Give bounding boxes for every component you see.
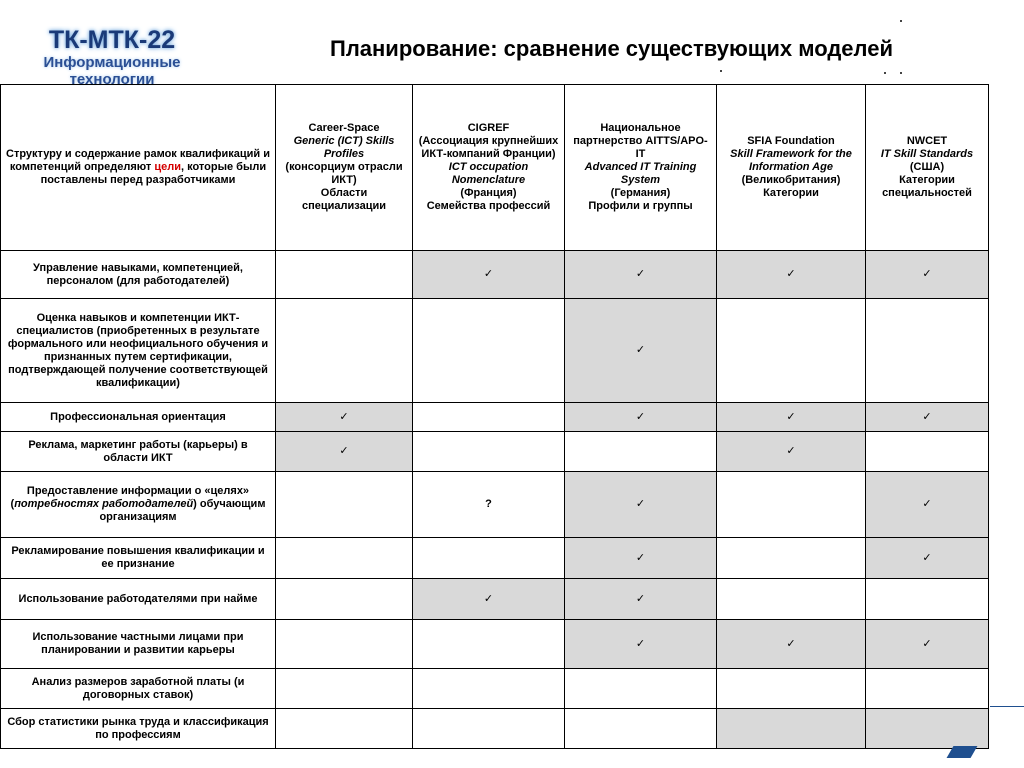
- mark-cell: ✓: [717, 432, 866, 472]
- mark-cell: [276, 251, 413, 299]
- row-label: Использование работодателями при найме: [1, 579, 276, 620]
- column-header-nwcet: NWCET IT Skill Standards (США) Категории специальностей: [866, 85, 989, 251]
- mark-cell: ✓: [565, 251, 717, 299]
- mark-cell: ✓: [413, 251, 565, 299]
- mark-cell: ✓: [717, 251, 866, 299]
- mark-cell: [276, 709, 413, 749]
- mark-cell: ✓: [565, 403, 717, 432]
- mark-cell: [276, 669, 413, 709]
- decor-dot: [720, 70, 722, 72]
- table-row: [1, 538, 989, 579]
- mark-cell: ✓: [276, 432, 413, 472]
- mark-cell: [413, 299, 565, 403]
- mark-cell: [413, 620, 565, 669]
- mark-cell: ✓: [866, 472, 989, 538]
- column-header-cigref: CIGREF (Ассоциация крупнейших ИКТ-компаний Франции) ICT occupation Nomenclature (Франция) Семейства профессий: [413, 85, 565, 251]
- accent-word: цели: [154, 161, 181, 173]
- header-row: [1, 85, 989, 251]
- mark-cell: [276, 620, 413, 669]
- comparison-table: [0, 84, 989, 749]
- mark-cell: [413, 709, 565, 749]
- mark-cell: [717, 669, 866, 709]
- mark-cell: ✓: [866, 620, 989, 669]
- row-label: Реклама, маркетинг работы (карьеры) в области ИКТ: [1, 432, 276, 472]
- mark-cell: [565, 709, 717, 749]
- mark-cell: ✓: [717, 403, 866, 432]
- row-label: Анализ размеров заработной платы (и договорных ставок): [1, 669, 276, 709]
- mark-cell: [565, 432, 717, 472]
- decor-dot: [900, 72, 902, 74]
- mark-cell: [413, 669, 565, 709]
- column-header-career-space: Career-Space Generic (ICT) Skills Profiles (консорциум отрасли ИКТ) Области специализации: [276, 85, 413, 251]
- mark-cell: ✓: [717, 620, 866, 669]
- row-label: Управление навыками, компетенцией, персоналом (для работодателей): [1, 251, 276, 299]
- mark-cell: ?: [413, 472, 565, 538]
- column-header-aitts: Национальное партнерство AITTS/APO-IT Advanced IT Training System (Германия) Профили и группы: [565, 85, 717, 251]
- row-label: Использование частными лицами при планировании и развитии карьеры: [1, 620, 276, 669]
- mark-cell: [866, 709, 989, 749]
- mark-cell: ✓: [866, 403, 989, 432]
- mark-cell: ✓: [413, 579, 565, 620]
- mark-cell: [717, 709, 866, 749]
- mark-cell: [276, 299, 413, 403]
- row-label: Оценка навыков и компетенции ИКТ-специалистов (приобретенных в результате формального или неофициального обучения и признанных путем сертификации, подтверждающей получение соответствующей квалификации): [1, 299, 276, 403]
- table-corner-heading: Структуру и содержание рамок квалификаций и компетенций определяют цели, которые были поставлены перед разработчиками: [1, 85, 276, 251]
- mark-cell: [866, 579, 989, 620]
- logo: [22, 26, 202, 86]
- logo-subtitle: Информационные: [43, 54, 181, 71]
- mark-cell: ✓: [565, 299, 717, 403]
- mark-cell: ✓: [565, 538, 717, 579]
- table-row: [1, 403, 989, 432]
- logo-subtitle-2: технологии: [69, 71, 155, 86]
- decor-line: [990, 706, 1024, 707]
- mark-cell: ✓: [866, 251, 989, 299]
- mark-cell: [565, 669, 717, 709]
- mark-cell: [717, 538, 866, 579]
- logo-title: ТК-МТК-22: [48, 26, 176, 54]
- table-row: [1, 472, 989, 538]
- table-row: [1, 299, 989, 403]
- table-row: [1, 709, 989, 749]
- table-row: [1, 669, 989, 709]
- mark-cell: [717, 299, 866, 403]
- table-row: [1, 620, 989, 669]
- mark-cell: [866, 299, 989, 403]
- mark-cell: [413, 538, 565, 579]
- mark-cell: [413, 403, 565, 432]
- table-row: [1, 579, 989, 620]
- row-label: Сбор статистики рынка труда и классификация по профессиям: [1, 709, 276, 749]
- mark-cell: [276, 472, 413, 538]
- table-row: [1, 251, 989, 299]
- mark-cell: [276, 579, 413, 620]
- decor-shape: [947, 746, 978, 758]
- mark-cell: [866, 432, 989, 472]
- decor-dot: [900, 20, 902, 22]
- row-label: Профессиональная ориентация: [1, 403, 276, 432]
- mark-cell: ✓: [565, 579, 717, 620]
- decor-dot: [884, 72, 886, 74]
- mark-cell: [866, 669, 989, 709]
- column-header-sfia: SFIA Foundation Skill Framework for the Information Age (Великобритания) Категории: [717, 85, 866, 251]
- mark-cell: ✓: [565, 472, 717, 538]
- mark-cell: ✓: [565, 620, 717, 669]
- mark-cell: [717, 579, 866, 620]
- mark-cell: [717, 472, 866, 538]
- mark-cell: ✓: [276, 403, 413, 432]
- mark-cell: ✓: [866, 538, 989, 579]
- table-row: [1, 432, 989, 472]
- row-label: Рекламирование повышения квалификации и ее признание: [1, 538, 276, 579]
- mark-cell: [276, 538, 413, 579]
- mark-cell: [413, 432, 565, 472]
- page-title: Планирование: сравнение существующих моделей: [330, 36, 893, 61]
- row-label: Предоставление информации о «целях» (потребностях работодателей) обучающим организациям: [1, 472, 276, 538]
